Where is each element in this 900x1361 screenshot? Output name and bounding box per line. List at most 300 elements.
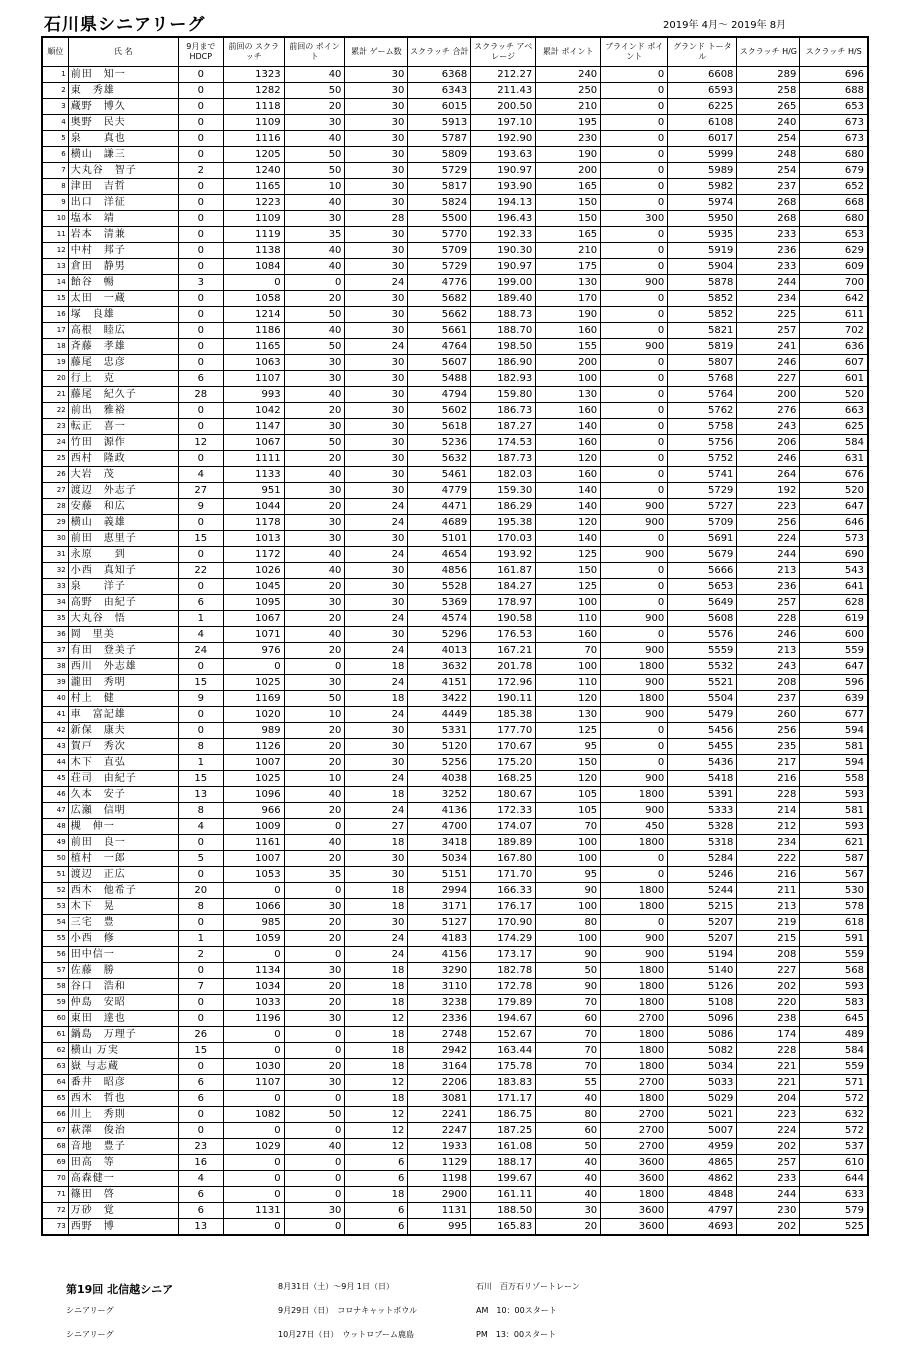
table-cell: 5101 [408,531,471,547]
table-cell: 702 [800,323,868,339]
table-cell: 0 [178,243,223,259]
table-cell: 24 [345,499,408,515]
table-cell: 6343 [408,83,471,99]
table-cell: 0 [601,147,668,163]
rank-cell: 6 [42,147,68,163]
table-cell: 161.87 [471,563,536,579]
table-cell: 8 [178,739,223,755]
table-cell: 200 [536,163,601,179]
player-name-cell: 三宅 豊 [68,915,178,931]
table-cell: 9 [178,691,223,707]
rank-cell: 21 [42,387,68,403]
table-cell: 234 [737,291,800,307]
table-cell: 4038 [408,771,471,787]
table-cell: 194.13 [471,195,536,211]
table-cell: 3600 [601,1203,668,1219]
table-cell: 1186 [223,323,284,339]
player-name-cell: 車 富記雄 [68,707,178,723]
player-name-cell: 安藤 和広 [68,499,178,515]
table-row [42,867,868,883]
table-cell: 594 [800,755,868,771]
table-cell: 5758 [668,419,737,435]
table-cell: 619 [800,611,868,627]
table-cell: 3290 [408,963,471,979]
table-cell: 1071 [223,627,284,643]
table-cell: 24 [345,675,408,691]
table-row [42,419,868,435]
table-cell: 6017 [668,131,737,147]
table-cell: 3418 [408,835,471,851]
table-cell: 0 [284,659,345,675]
player-name-cell: 瀧田 秀明 [68,675,178,691]
table-cell: 18 [345,659,408,675]
table-cell: 30 [536,1203,601,1219]
table-cell: 161.08 [471,1139,536,1155]
table-cell: 596 [800,675,868,691]
player-name-cell: 飴谷 暢 [68,275,178,291]
table-cell: 4865 [668,1155,737,1171]
table-cell: 4862 [668,1171,737,1187]
column-header: 9月まで HDCP [178,37,223,67]
table-cell: 30 [284,371,345,387]
table-cell: 30 [345,483,408,499]
table-cell: 1223 [223,195,284,211]
rank-cell: 59 [42,995,68,1011]
schedule-date: 9月29日（日） コロナキャットボウル [278,1306,418,1315]
rank-cell: 19 [42,355,68,371]
table-cell: 238 [737,1011,800,1027]
table-cell: 177.70 [471,723,536,739]
table-cell: 171.17 [471,1091,536,1107]
table-cell: 0 [601,467,668,483]
table-cell: 186.90 [471,355,536,371]
table-cell: 100 [536,899,601,915]
rank-cell: 20 [42,371,68,387]
table-cell: 2 [178,163,223,179]
table-cell: 5256 [408,755,471,771]
player-name-cell: 奥野 民夫 [68,115,178,131]
table-row [42,579,868,595]
table-cell: 188.50 [471,1203,536,1219]
table-cell: 30 [345,867,408,883]
rank-cell: 32 [42,563,68,579]
player-name-cell: 斉藤 孝雄 [68,339,178,355]
table-cell: 182.93 [471,371,536,387]
player-name-cell: 蔵野 博久 [68,99,178,115]
table-cell: 607 [800,355,868,371]
table-cell: 5682 [408,291,471,307]
table-cell: 13 [178,1219,223,1236]
table-cell: 6 [178,1187,223,1203]
table-cell: 212 [737,819,800,835]
table-cell: 125 [536,579,601,595]
table-cell: 900 [601,339,668,355]
rank-cell: 73 [42,1219,68,1236]
player-name-cell: 仲島 安昭 [68,995,178,1011]
table-cell: 0 [178,579,223,595]
table-cell: 200 [737,387,800,403]
rank-cell: 17 [42,323,68,339]
table-cell: 55 [536,1075,601,1091]
table-cell: 0 [601,195,668,211]
player-name-cell: 渡辺 正広 [68,867,178,883]
table-cell: 0 [601,243,668,259]
table-cell: 199.67 [471,1171,536,1187]
table-cell: 160 [536,467,601,483]
table-cell: 187.25 [471,1123,536,1139]
table-cell: 187.27 [471,419,536,435]
table-cell: 40 [284,547,345,563]
table-cell: 224 [737,1123,800,1139]
table-cell: 20 [284,995,345,1011]
rank-cell: 15 [42,291,68,307]
table-cell: 120 [536,771,601,787]
table-cell: 175 [536,259,601,275]
table-body [42,67,868,1236]
table-cell: 0 [178,1059,223,1075]
page-title: 石川県シニアリーグ [44,15,206,35]
table-row [42,147,868,163]
table-cell: 5140 [668,963,737,979]
table-cell: 40 [536,1171,601,1187]
table-cell: 0 [601,851,668,867]
table-cell: 233 [737,227,800,243]
player-name-cell: 賀戸 秀次 [68,739,178,755]
table-cell: 642 [800,291,868,307]
table-cell: 2 [178,947,223,963]
table-cell: 176.17 [471,899,536,915]
table-cell: 0 [223,1219,284,1236]
table-cell: 5950 [668,211,737,227]
table-cell: 5632 [408,451,471,467]
table-cell: 20 [284,451,345,467]
table-cell: 1178 [223,515,284,531]
table-cell: 644 [800,1171,868,1187]
table-row [42,451,868,467]
table-cell: 5284 [668,851,737,867]
table-cell: 0 [223,947,284,963]
table-cell: 170.67 [471,739,536,755]
rank-cell: 13 [42,259,68,275]
table-cell: 24 [345,931,408,947]
table-cell: 2700 [601,1139,668,1155]
table-cell: 0 [178,259,223,275]
table-cell: 6108 [668,115,737,131]
table-cell: 159.80 [471,387,536,403]
table-cell: 265 [737,99,800,115]
player-name-cell: 中村 邦子 [68,243,178,259]
table-row [42,787,868,803]
table-cell: 10 [284,707,345,723]
table-cell: 50 [284,435,345,451]
table-cell: 50 [284,83,345,99]
table-cell: 0 [284,275,345,291]
player-name-cell: 岡 里美 [68,627,178,643]
table-cell: 20 [284,755,345,771]
table-row [42,195,868,211]
table-cell: 5756 [668,435,737,451]
table-cell: 90 [536,883,601,899]
table-cell: 221 [737,1075,800,1091]
player-name-cell: 横山 義雄 [68,515,178,531]
table-cell: 236 [737,243,800,259]
table-cell: 1172 [223,547,284,563]
table-cell: 5096 [668,1011,737,1027]
table-cell: 1800 [601,659,668,675]
table-cell: 246 [737,451,800,467]
table-cell: 1029 [223,1139,284,1155]
table-cell: 601 [800,371,868,387]
table-cell: 0 [601,723,668,739]
table-cell: 688 [800,83,868,99]
table-cell: 161.11 [471,1187,536,1203]
table-cell: 195 [536,115,601,131]
table-cell: 5207 [668,931,737,947]
table-cell: 228 [737,611,800,627]
table-cell: 6593 [668,83,737,99]
table-cell: 2700 [601,1123,668,1139]
table-cell: 186.73 [471,403,536,419]
table-cell: 30 [345,323,408,339]
table-cell: 27 [345,819,408,835]
table-cell: 189.89 [471,835,536,851]
table-row [42,179,868,195]
table-cell: 163.44 [471,1043,536,1059]
table-cell: 2994 [408,883,471,899]
table-cell: 0 [223,883,284,899]
rank-cell: 8 [42,179,68,195]
table-cell: 186.75 [471,1107,536,1123]
table-cell: 5246 [668,867,737,883]
table-cell: 200.50 [471,99,536,115]
table-cell: 520 [800,483,868,499]
table-cell: 50 [284,147,345,163]
player-name-cell: 東田 達也 [68,1011,178,1027]
table-cell: 40 [284,323,345,339]
table-cell: 213 [737,563,800,579]
table-cell: 3600 [601,1155,668,1171]
table-cell: 6 [178,1203,223,1219]
table-row [42,1171,868,1187]
table-cell: 40 [536,1187,601,1203]
table-row [42,1139,868,1155]
table-cell: 0 [178,227,223,243]
table-cell: 257 [737,323,800,339]
table-cell: 193.63 [471,147,536,163]
table-cell: 5618 [408,419,471,435]
player-name-cell: 番井 昭彦 [68,1075,178,1091]
table-cell: 166.33 [471,883,536,899]
table-row [42,883,868,899]
table-cell: 100 [536,595,601,611]
table-cell: 18 [345,883,408,899]
table-cell: 12 [345,1075,408,1091]
table-cell: 30 [345,355,408,371]
table-cell: 171.70 [471,867,536,883]
table-cell: 30 [345,915,408,931]
table-cell: 174.29 [471,931,536,947]
table-cell: 30 [284,115,345,131]
table-cell: 5770 [408,227,471,243]
table-cell: 140 [536,531,601,547]
table-cell: 5653 [668,579,737,595]
rank-cell: 33 [42,579,68,595]
table-cell: 120 [536,691,601,707]
table-cell: 20 [284,915,345,931]
table-cell: 0 [601,131,668,147]
table-cell: 217 [737,755,800,771]
table-cell: 5824 [408,195,471,211]
table-cell: 1025 [223,771,284,787]
table-cell: 18 [345,1187,408,1203]
table-row [42,259,868,275]
table-cell: 30 [345,627,408,643]
table-row [42,1155,868,1171]
rank-cell: 18 [42,339,68,355]
table-cell: 2336 [408,1011,471,1027]
table-cell: 1800 [601,1043,668,1059]
table-cell: 35 [284,867,345,883]
table-cell: 1131 [223,1203,284,1219]
table-row [42,563,868,579]
table-cell: 24 [345,707,408,723]
table-cell: 20 [284,499,345,515]
rank-cell: 64 [42,1075,68,1091]
table-cell: 254 [737,163,800,179]
table-cell: 0 [601,483,668,499]
table-cell: 0 [284,1091,345,1107]
table-cell: 260 [737,707,800,723]
player-name-cell: 前田 良一 [68,835,178,851]
player-name-cell: 津田 吉哲 [68,179,178,195]
table-cell: 1009 [223,819,284,835]
table-cell: 4471 [408,499,471,515]
table-cell: 200 [536,355,601,371]
table-cell: 1800 [601,1027,668,1043]
table-cell: 80 [536,1107,601,1123]
table-cell: 30 [284,595,345,611]
rank-cell: 61 [42,1027,68,1043]
table-cell: 4797 [668,1203,737,1219]
table-cell: 0 [601,403,668,419]
table-cell: 70 [536,1059,601,1075]
table-row [42,851,868,867]
player-name-cell: 大岩 茂 [68,467,178,483]
rank-cell: 65 [42,1091,68,1107]
table-cell: 5108 [668,995,737,1011]
table-cell: 2700 [601,1011,668,1027]
table-cell: 289 [737,67,800,83]
table-cell: 5752 [668,451,737,467]
table-cell: 628 [800,595,868,611]
table-cell: 30 [345,179,408,195]
table-cell: 1013 [223,531,284,547]
table-cell: 0 [601,387,668,403]
rank-cell: 56 [42,947,68,963]
table-cell: 40 [284,243,345,259]
table-cell: 10 [284,179,345,195]
table-cell: 5608 [668,611,737,627]
table-cell: 5576 [668,627,737,643]
table-cell: 268 [737,195,800,211]
table-cell: 1109 [223,211,284,227]
table-cell: 168.25 [471,771,536,787]
rank-cell: 54 [42,915,68,931]
table-cell: 5817 [408,179,471,195]
table-cell: 27 [178,483,223,499]
table-cell: 1 [178,611,223,627]
schedule-item [66,1305,866,1329]
table-cell: 30 [345,115,408,131]
table-cell: 15 [178,531,223,547]
rank-cell: 2 [42,83,68,99]
table-cell: 1134 [223,963,284,979]
table-cell: 1129 [408,1155,471,1171]
table-cell: 6015 [408,99,471,115]
table-cell: 0 [178,67,223,83]
table-cell: 1323 [223,67,284,83]
column-header: スクラッチ 合計 [408,37,471,67]
table-cell: 30 [345,243,408,259]
table-cell: 160 [536,323,601,339]
table-cell: 0 [601,451,668,467]
table-cell: 170 [536,291,601,307]
player-name-cell: 萩澤 俊治 [68,1123,178,1139]
table-cell: 172.33 [471,803,536,819]
table-cell: 0 [223,1171,284,1187]
table-row [42,1075,868,1091]
rank-cell: 52 [42,883,68,899]
standings-table [41,36,869,1236]
table-cell: 24 [345,275,408,291]
table-cell: 6225 [668,99,737,115]
table-cell: 1800 [601,787,668,803]
table-cell: 1107 [223,1075,284,1091]
table-cell: 173.17 [471,947,536,963]
table-cell: 5236 [408,435,471,451]
player-name-cell: 音地 豊子 [68,1139,178,1155]
table-row [42,835,868,851]
table-cell: 254 [737,131,800,147]
table-cell: 5127 [408,915,471,931]
player-name-cell: 竹田 源作 [68,435,178,451]
rank-cell: 58 [42,979,68,995]
table-cell: 190 [536,307,601,323]
table-cell: 0 [178,147,223,163]
rank-cell: 22 [42,403,68,419]
table-cell: 196.43 [471,211,536,227]
schedule-item [66,1329,866,1353]
table-row [42,1187,868,1203]
table-cell: 140 [536,483,601,499]
table-cell: 0 [601,67,668,83]
table-cell: 236 [737,579,800,595]
table-cell: 0 [601,307,668,323]
table-cell: 1131 [408,1203,471,1219]
table-cell: 5391 [668,787,737,803]
table-cell: 0 [601,435,668,451]
table-row [42,675,868,691]
table-cell: 1169 [223,691,284,707]
table-row [42,947,868,963]
player-name-cell: 篠田 啓 [68,1187,178,1203]
table-cell: 5762 [668,403,737,419]
table-cell: 5488 [408,371,471,387]
table-cell: 0 [601,163,668,179]
table-cell: 5532 [668,659,737,675]
table-row [42,659,868,675]
table-cell: 5333 [668,803,737,819]
